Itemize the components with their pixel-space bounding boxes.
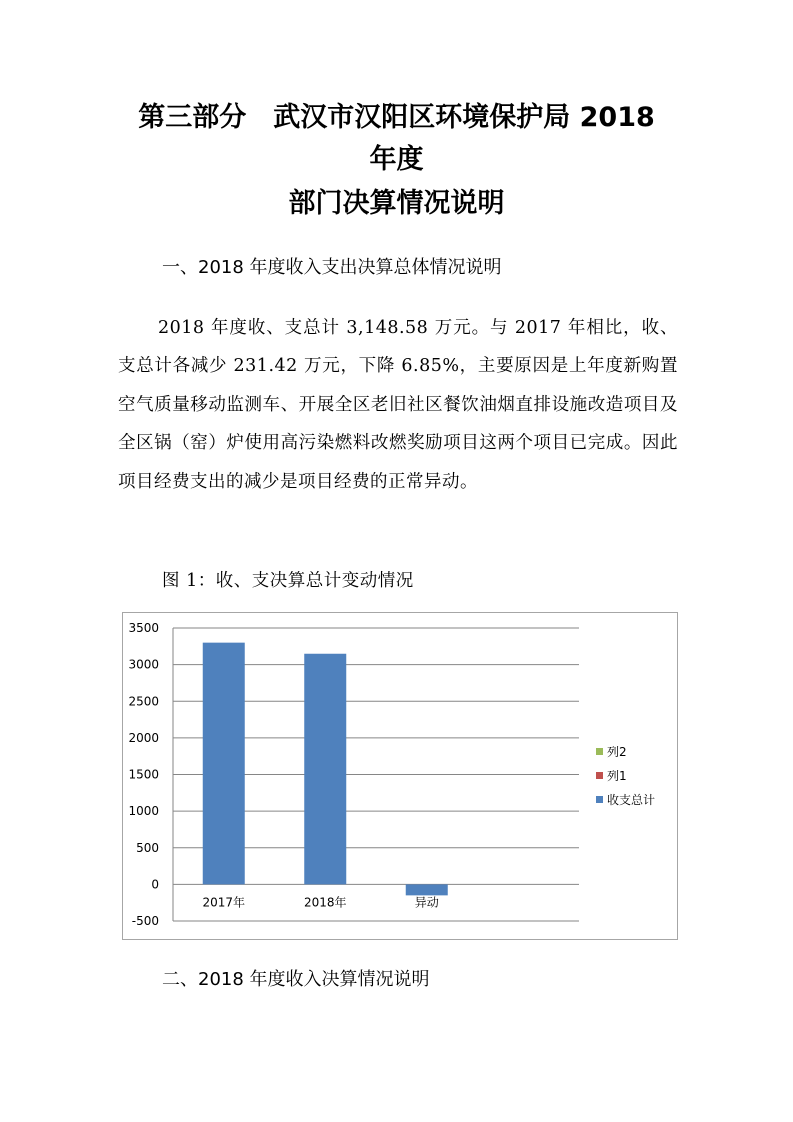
y-tick-label: 1500	[128, 767, 159, 782]
legend-label-series-1: 列1	[607, 768, 627, 783]
doc-title-line-1: 第三部分 武汉市汉阳区环境保护局 2018	[138, 102, 655, 133]
figure-caption: 图 1：收、支决算总计变动情况	[162, 571, 414, 591]
x-tick-label: 2017年	[202, 895, 246, 910]
legend-item-series-1	[596, 763, 655, 787]
legend-swatch-total	[596, 796, 603, 803]
y-tick-label: 3500	[128, 621, 159, 635]
y-tick-label: 3000	[128, 657, 159, 672]
y-tick-label: 2000	[128, 730, 159, 745]
y-tick-label: 2500	[128, 694, 159, 709]
bar	[406, 884, 448, 895]
section-2-heading: 二、2018 年度收入决算情况说明	[162, 969, 430, 990]
legend-item-total	[596, 787, 655, 811]
legend-swatch-series-1	[596, 772, 603, 779]
chart-canvas	[123, 613, 677, 939]
legend-label-total: 收支总计	[607, 792, 656, 807]
legend-swatch-series-2	[596, 748, 603, 755]
y-tick-label: 1000	[128, 804, 159, 819]
legend-item-series-2	[596, 739, 655, 763]
y-tick-label: 500	[136, 840, 159, 855]
doc-title-line-2: 年度	[369, 144, 424, 175]
y-tick-label: 0	[151, 877, 159, 892]
doc-title-line-3: 部门决算情况说明	[288, 188, 505, 219]
x-tick-label: 2018年	[303, 895, 347, 910]
section-1-paragraph: 2018 年度收、支总计 3,148.58 万元。与 2017 年相比，收、支总计各减少 231.42 万元，下降 6.85%，主要原因是上年度新购置空气质量移动监测车、开展全区老旧社区餐饮油烟直排设施改造项目及全区锅（窑）炉使用高污染燃料改燃奖励项目这两个项目已完成。因此项目经费支出的减少是项目经费的正常异动。	[118, 318, 678, 492]
bar	[304, 654, 346, 885]
section-1-heading: 一、2018 年度收入支出决算总体情况说明	[162, 257, 502, 278]
bar	[203, 643, 245, 885]
legend-label-series-2: 列2	[607, 744, 627, 759]
y-tick-label: -500	[131, 914, 159, 928]
chart-legend	[596, 739, 655, 811]
bar-chart	[122, 612, 678, 940]
x-tick-label: 异动	[414, 895, 439, 910]
